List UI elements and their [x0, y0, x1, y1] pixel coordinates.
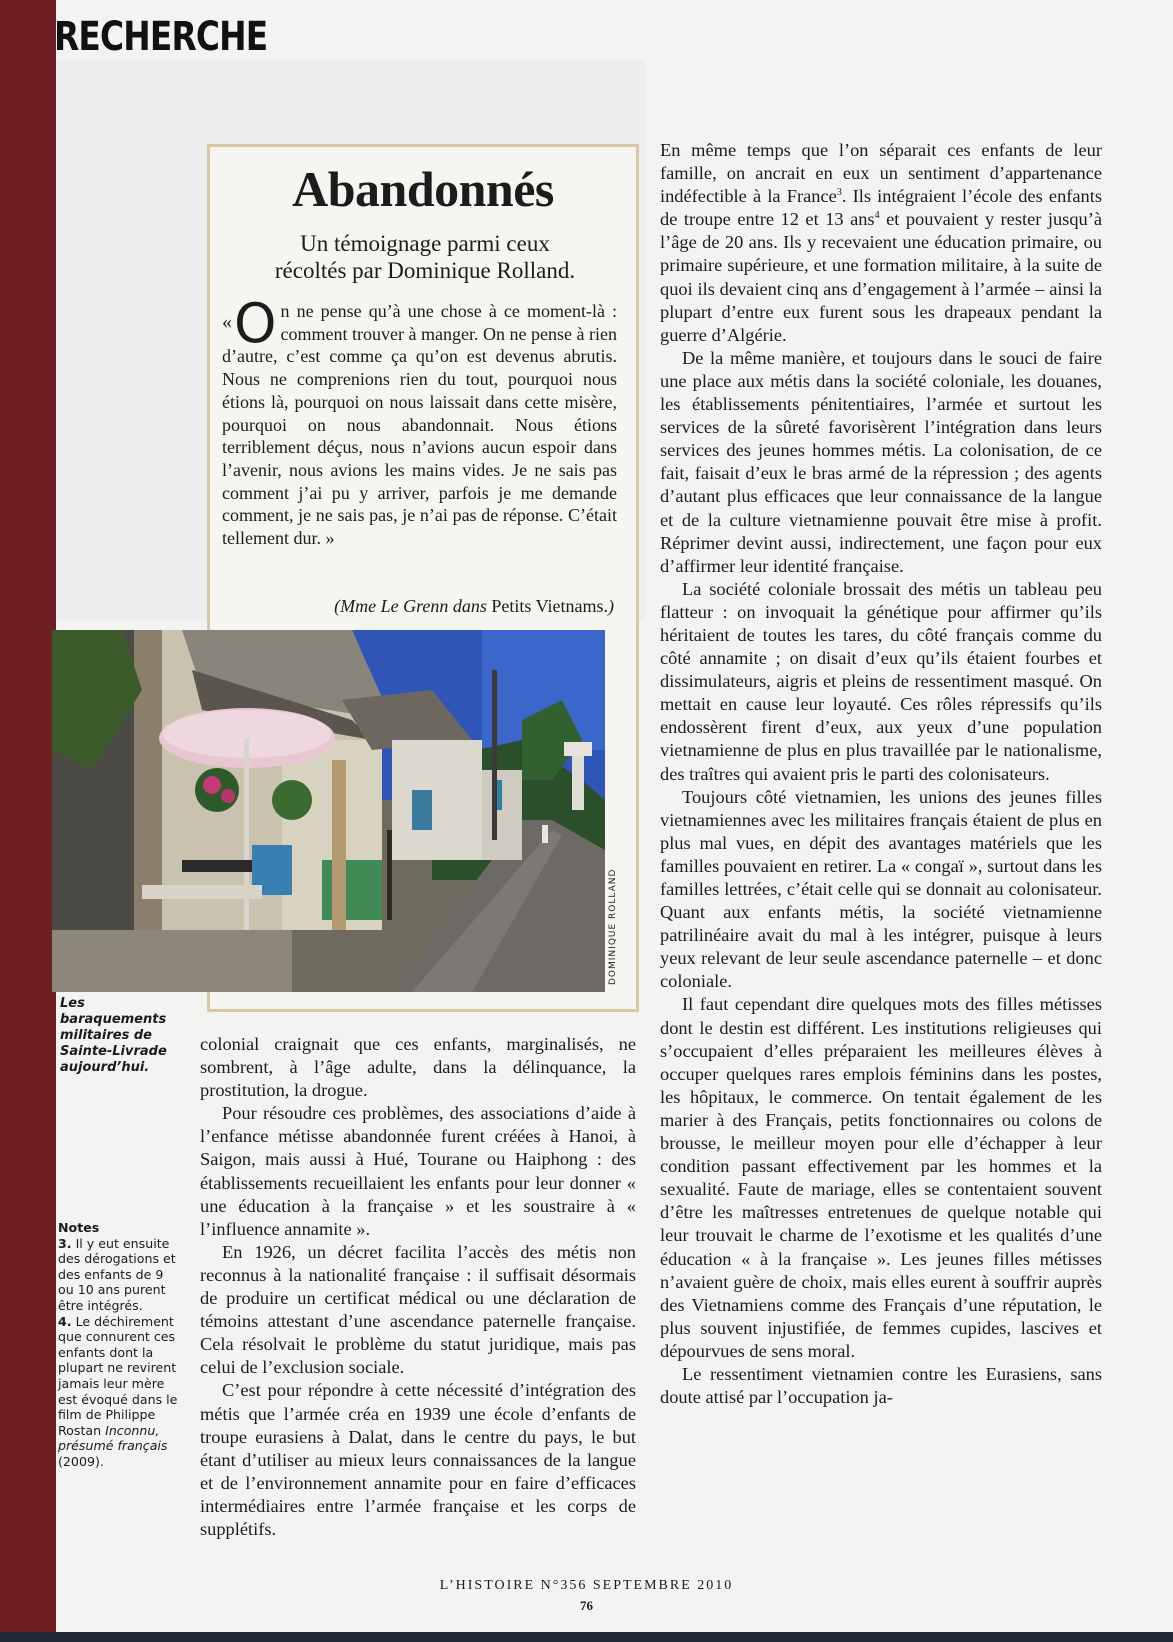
- middle-paragraph: En 1926, un décret facilita l’accès des métis non reconnus à la nationalité française : il suffisait désormais de produire un certificat médical ou une déclaration de témoins attestant d’une ascendance paternelle française. Cela résolvait le problème du statut juridique, mais pas celui de l’exclusion sociale.: [200, 1241, 636, 1378]
- page-number: 76: [580, 1598, 593, 1613]
- note-3: [58, 1236, 178, 1314]
- box-subtitle: [230, 230, 620, 284]
- notes-block: [58, 1220, 178, 1470]
- note-4-year: (2009).: [58, 1453, 104, 1469]
- box-subtitle-line-1: Un témoignage parmi ceux: [300, 231, 550, 256]
- note-4-film-title: Inconnu, présumé français: [58, 1422, 168, 1454]
- note-3-number: 3.: [58, 1235, 72, 1251]
- middle-paragraph: Pour résoudre ces problèmes, des associations d’aide à l’enfance métisse abandonnée furent créées à Hanoi, à Saigon, mais aussi à Hué, Tourane ou Haiphong : des établissements recueillaient les enfants pour leur donner « une éducation à la française » et les soustraire à « l’influence annamite ».: [200, 1103, 636, 1239]
- right-paragraph-2: De la même manière, et toujours dans le souci de faire une place aux métis dans la société coloniale, les douanes, les établissements pénitentiaires, l’armée et surtout les services de la sûreté favorisèrent l’intégration dans leurs services des jeunes hommes métis. La colonisation, de ce fait, faisait d’eux le bras armé de la répression ; des agents d’autant plus efficaces que leur connaissance de la langue et de la culture vietnamienne pouvait être mise à profit. Réprimer devint aussi, indirectement, une façon pour eux d’affirmer leur identité française.: [660, 347, 1102, 576]
- quote-open-mark: «: [222, 311, 232, 333]
- note-4: [58, 1314, 178, 1470]
- right-paragraph-4: Toujours côté vietnamien, les unions des jeunes filles vietnamiennes avec les militaires français étaient de plus en plus mal vues, en dépit des avantages matériels que les familles pouvaient en retirer. La « congaï », surtout dans les familles lettrées, c’était celle qui se donnait au colonisateur. Quant aux enfants métis, la société vietnamienne patrilinéaire avait du mal à les intégrer, puisque à leurs yeux relevant de leur seule ascendance paternelle – et donc coloniale.: [660, 786, 1102, 992]
- street-photo: [52, 630, 605, 992]
- page-spine-band: [0, 0, 56, 1642]
- right-column: [660, 139, 1102, 1409]
- footnote-ref-4[interactable]: 4: [874, 210, 880, 222]
- publication-footer: L’HISTOIRE N°356 SEPTEMBRE 2010: [439, 1578, 734, 1593]
- right-p1-part-a: En même temps que l’on séparait ces enfants de leur famille, on ancrait en eux un sentiment d’appartenance indéfectible à la France: [660, 140, 1102, 207]
- right-p1-part-c: et pouvaient y rester jusqu’à l’âge de 20 ans. Ils y recevaient une éducation primaire, ou primaire supérieure, et une formation militaire, à la suite de quoi ils devaient cinq ans d’engagement à l’armée – ainsi la plupart d’entre eux furent sous les drapeaux pendant la guerre d’Algérie.: [660, 209, 1102, 345]
- attribution-suffix: ): [608, 596, 614, 616]
- middle-column: [200, 1033, 636, 1541]
- street-photo-illustration: [52, 630, 605, 992]
- middle-paragraph: C’est pour répondre à cette nécessité d’intégration des métis que l’armée créa en 1939 une école d’enfants de troupe eurasiens à Dalat, dans le centre du pays, le but étant d’utiliser au mieux leurs connaissances de la langue et de l’environnement annamite pour en faire d’efficaces intermédiaires entre l’armée française et les corps de supplétifs.: [200, 1380, 636, 1539]
- notes-heading: Notes: [58, 1220, 100, 1235]
- box-title: Abandonnés: [292, 161, 554, 217]
- middle-paragraph: colonial craignait que ces enfants, marginalisés, ne sombrent, à l’âge adulte, dans la délinquance, la prostitution, la drogue.: [200, 1034, 636, 1101]
- right-paragraph-5: Il faut cependant dire quelques mots des filles métisses dont le destin est différent. Les institutions religieuses qui s’occupaient d’elles préparaient les meilleures élèves à occuper quelques rares emplois féminins dans les postes, les hôpitaux, le commerce. On tentait également de les marier à des Français, petits fonctionnaires ou colons de brousse, le meilleur moyen pour elle d’échapper à leur condition passant effectivement par les hommes et la sexualité. Faute de mariage, elles se contentaient souvent d’être les maîtresses entretenues de quelque notable qui leur trouvait le charme de l’exotisme et les qualités d’une éducation « à la française ». Les jeunes filles métisses n’avaient guère de choix, mais elles eurent à souffrir auprès des Vietnamiens comme des Français d’une réputation, le plus souvent injustifiée, de femmes cupides, lascives et dépourvues de sens moral.: [660, 994, 1102, 1361]
- box-subtitle-line-2: récoltés par Dominique Rolland.: [274, 258, 576, 283]
- section-header: RECHERCHE: [54, 14, 268, 60]
- testimony-quote: [222, 292, 617, 550]
- note-4-text: Le déchirement que connurent ces enfants dont la plupart ne revirent jamais leur mère est évoqué dans le film de Philippe Rostan: [58, 1313, 178, 1438]
- quote-dropcap: O: [234, 292, 277, 355]
- photo-credit: DOMINIQUE ROLLAND: [608, 868, 618, 985]
- attribution-work: Petits Vietnams.: [491, 596, 608, 616]
- footnote-ref-3[interactable]: 3: [836, 187, 842, 199]
- right-paragraph-1: [660, 139, 1102, 347]
- quote-body: n ne pense qu’à une chose à ce moment-là : comment trouver à manger. On ne pense à rien d’autre, c’est comme ça qu’on est devenus abrutis. Nous ne comprenions rien du tout, pourquoi nous étions là, pourquoi on nous laissait dans cette misère, pourquoi on nous abandonnait. Nous étions terriblement déçus, nous n’avions aucun espoir dans l’avenir, nous avions les mains vides. Je ne sais pas comment j’ai pu y arriver, parfois je me demande comment, je ne sais pas, je n’ai pas de réponse. C’était tellement dur. »: [222, 301, 617, 549]
- quote-attribution: [222, 596, 614, 617]
- photo-caption: Les baraquements militaires de Sainte-Livrade aujourd’hui.: [60, 996, 167, 1075]
- bottom-edge: [0, 1632, 1173, 1642]
- note-4-number: 4.: [58, 1313, 72, 1329]
- attribution-prefix: (Mme Le Grenn dans: [334, 596, 487, 616]
- right-paragraph-3: La société coloniale brossait des métis un tableau peu flatteur : on invoquait la génétique pour affirmer qu’ils héritaient de toutes les tares, du côté français comme du côté annamite ; on disait d’eux qu’ils étaient fourbes et dissimulateurs, aigris et pleins de ressentiment masqué. On mettait en cause leur loyauté. Ces rôles répressifs qu’ils endossèrent firent d’eux, aux yeux d’une population vietnamienne de plus en plus travaillée par le nationalisme, des traîtres qui avaient pris le parti des colonisateurs.: [660, 578, 1102, 784]
- note-3-text: Il y eut ensuite des dérogations et des enfants de 9 ou 10 ans purent être intégrés.: [58, 1235, 176, 1313]
- right-p1-part-b: . Ils intégraient l’école des enfants de troupe entre 12 et 13 ans: [660, 186, 1103, 230]
- right-paragraph-6: Le ressentiment vietnamien contre les Eurasiens, sans doute attisé par l’occupation ja-: [660, 1363, 1102, 1408]
